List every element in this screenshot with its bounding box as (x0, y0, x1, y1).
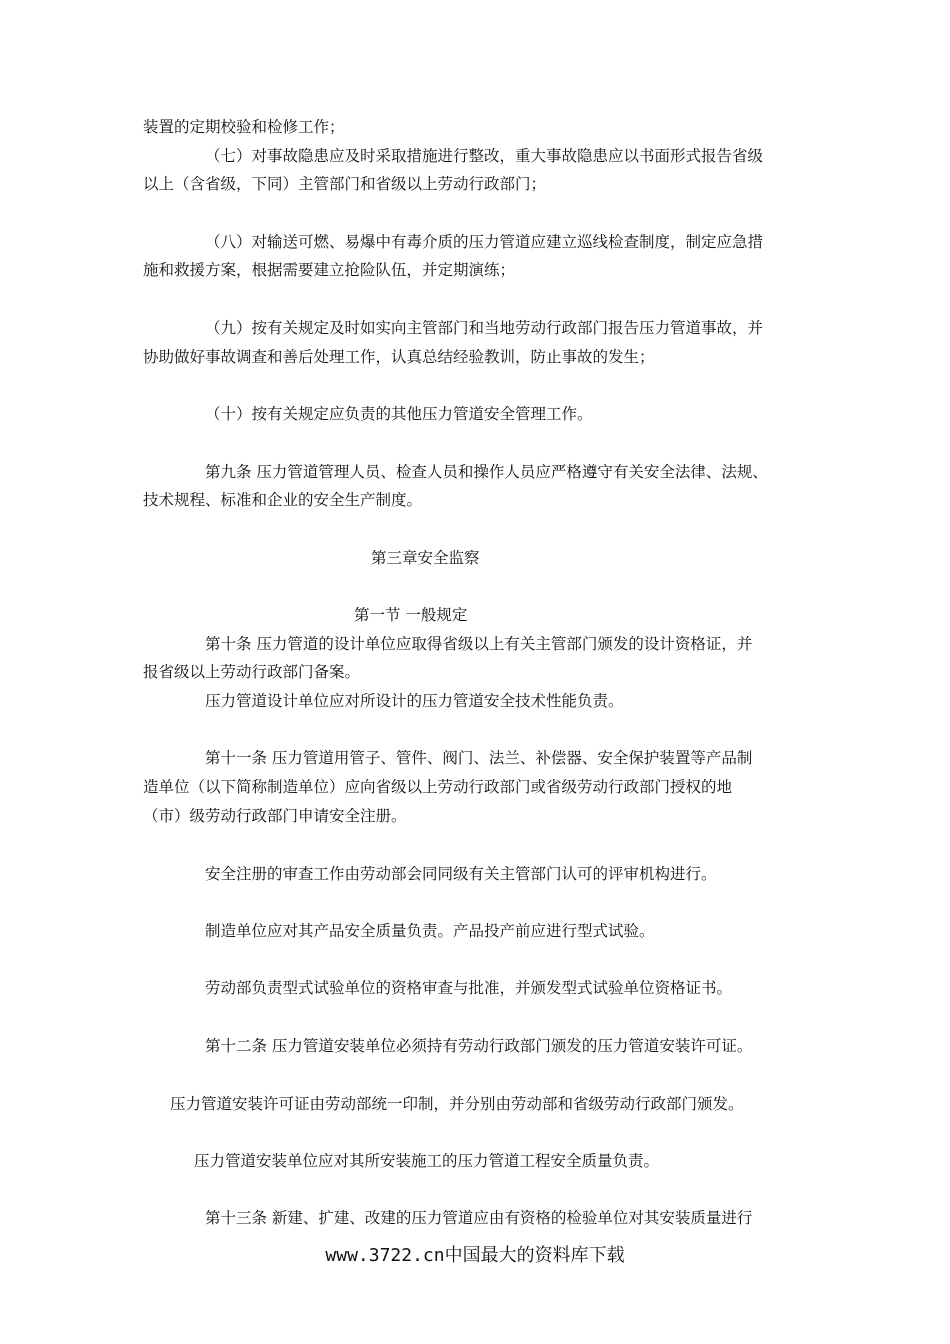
text-line: （八）对输送可燃、易爆中有毒介质的压力管道应建立巡线检查制度，制定应急措 (205, 233, 764, 251)
text-line: （七）对事故隐患应及时采取措施进行整改，重大事故隐患应以书面形式报告省级 (205, 147, 764, 165)
text-line: 施和救援方案，根据需要建立抢险队伍，并定期演练； (143, 261, 516, 279)
text-line: 第九条 压力管道管理人员、检查人员和操作人员应严格遵守有关安全法律、法规、 (205, 463, 768, 481)
text-line: 技术规程、标准和企业的安全生产制度。 (143, 491, 423, 509)
footer-watermark: www.3722.cn中国最大的资料库下载 (325, 1245, 625, 1266)
chapter-heading: 第三章安全监察 (371, 549, 480, 567)
text-line: （九）按有关规定及时如实向主管部门和当地劳动行政部门报告压力管道事故，并 (205, 319, 764, 337)
text-line: 造单位（以下简称制造单位）应向省级以上劳动行政部门或省级劳动行政部门授权的地 (143, 778, 733, 796)
text-line: 安全注册的审查工作由劳动部会同同级有关主管部门认可的评审机构进行。 (205, 865, 717, 883)
text-line: （市）级劳动行政部门申请安全注册。 (143, 807, 407, 825)
text-line: 压力管道安装单位应对其所安装施工的压力管道工程安全质量负责。 (194, 1152, 660, 1170)
text-line: 第十一条 压力管道用管子、管件、阀门、法兰、补偿器、安全保护装置等产品制 (205, 749, 753, 767)
text-line: 第十二条 压力管道安装单位必须持有劳动行政部门颁发的压力管道安装许可证。 (205, 1037, 753, 1055)
text-line: 装置的定期校验和检修工作； (143, 118, 345, 136)
text-line: 协助做好事故调查和善后处理工作，认真总结经验教训，防止事故的发生； (143, 348, 655, 366)
text-line: 以上（含省级，下同）主管部门和省级以上劳动行政部门； (143, 175, 547, 193)
text-line: 劳动部负责型式试验单位的资格审查与批准，并颁发型式试验单位资格证书。 (205, 979, 733, 997)
text-line: （十）按有关规定应负责的其他压力管道安全管理工作。 (205, 405, 593, 423)
section-heading: 第一节 一般规定 (354, 606, 468, 624)
text-line: 第十条 压力管道的设计单位应取得省级以上有关主管部门颁发的设计资格证，并 (205, 635, 753, 653)
text-line: 第十三条 新建、扩建、改建的压力管道应由有资格的检验单位对其安装质量进行 (205, 1209, 753, 1227)
text-line: 压力管道安装许可证由劳动部统一印制，并分别由劳动部和省级劳动行政部门颁发。 (170, 1095, 744, 1113)
text-line: 报省级以上劳动行政部门备案。 (143, 663, 361, 681)
text-line: 制造单位应对其产品安全质量负责。产品投产前应进行型式试验。 (205, 922, 655, 940)
text-line: 压力管道设计单位应对所设计的压力管道安全技术性能负责。 (205, 692, 624, 710)
